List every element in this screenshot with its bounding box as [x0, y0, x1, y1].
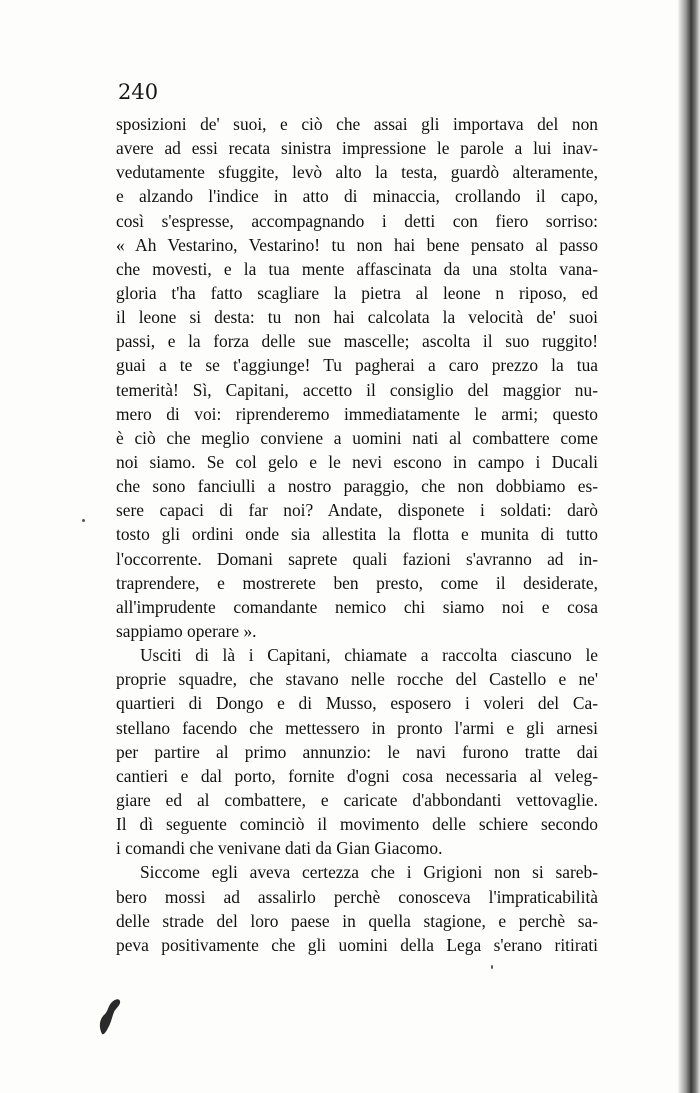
text-line: sappiamo operare ». — [116, 620, 257, 641]
ink-smudge — [96, 996, 122, 1036]
body-text — [116, 112, 598, 957]
text-line: per partire al primo annunzio: le navi furono tratte dai — [116, 741, 598, 762]
text-line: Siccome egli aveva certezza che i Grigioni non si sareb- — [140, 862, 598, 883]
text-line: e alzando l'indice in atto di minaccia, crollando il capo, — [116, 186, 598, 207]
text-line: cantieri e dal porto, fornite d'ogni cosa necessaria al veleg- — [116, 765, 598, 786]
text-line: mero di voi: riprenderemo immediatamente le armi; questo — [116, 403, 598, 424]
text-line: gloria t'ha fatto scagliare la pietra al leone n riposo, ed — [116, 282, 598, 303]
text-line: che movesti, e la tua mente affascinata da una stolta vana- — [116, 258, 598, 279]
text-line: l'occorrente. Domani saprete quali fazioni s'avranno ad in- — [116, 548, 598, 569]
text-line: Usciti di là i Capitani, chiamate a raccolta ciascuno le — [140, 645, 598, 666]
text-line: noi siamo. Se col gelo e le nevi escono in campo i Ducali — [116, 451, 598, 472]
text-line: quartieri di Dongo e di Musso, esposero i voleri del Ca- — [116, 693, 598, 714]
text-line: il leone si desta: tu non hai calcolata la velocità de' suoi — [116, 307, 598, 328]
text-line: guai a te se t'aggiunge! Tu pagherai a caro prezzo la tua — [116, 355, 598, 376]
text-line: temerità! Sì, Capitani, accetto il consiglio del maggior nu- — [116, 379, 598, 400]
page-number: 240 — [118, 80, 159, 104]
text-line: peva positivamente che gli uomini della Lega s'erano ritirati — [116, 934, 598, 955]
text-line: « Ah Vestarino, Vestarino! tu non hai bene pensato al passo — [116, 234, 598, 255]
text-line: così s'espresse, accompagnando i detti con fiero sorriso: — [116, 210, 598, 231]
text-line: vedutamente sfuggite, levò alto la testa, guardò alteramente, — [116, 162, 598, 183]
text-line: stellano facendo che mettessero in pronto l'armi e gli arnesi — [116, 717, 598, 738]
page-binding-edge — [678, 0, 700, 1093]
ink-speck — [491, 965, 493, 969]
text-line: giare ed al combattere, e caricate d'abbondanti vettovaglie. — [116, 789, 598, 810]
text-line: Il dì seguente cominciò il movimento delle schiere secondo — [116, 814, 598, 835]
text-line: proprie squadre, che stavano nelle rocche del Castello e ne' — [116, 669, 598, 690]
text-line: è ciò che meglio conviene a uomini nati al combattere come — [116, 427, 598, 448]
ink-speck — [82, 519, 85, 522]
text-line: bero mossi ad assalirlo perchè conosceva l'impraticabilità — [116, 886, 598, 907]
text-line: tosto gli ordini onde sia allestita la flotta e munita di tutto — [116, 524, 598, 545]
text-line: all'imprudente comandante nemico chi siamo noi e cosa — [116, 596, 598, 617]
text-line: avere ad essi recata sinistra impressione le parole a lui inav- — [116, 138, 598, 159]
text-line: che sono fanciulli a nostro paraggio, che non dobbiamo es- — [116, 476, 598, 497]
text-line: sere capaci di far noi? Andate, disponete i soldati: darò — [116, 500, 598, 521]
text-line: delle strade del loro paese in quella stagione, e perchè sa- — [116, 910, 598, 931]
text-line: i comandi che venivane dati da Gian Giacomo. — [116, 838, 443, 859]
text-line: passi, e la forza delle sue mascelle; ascolta il suo ruggito! — [116, 331, 598, 352]
text-line: sposizioni de' suoi, e ciò che assai gli importava del non — [116, 114, 598, 134]
text-line: traprendere, e mostrerete ben presto, come il desiderate, — [116, 572, 598, 593]
